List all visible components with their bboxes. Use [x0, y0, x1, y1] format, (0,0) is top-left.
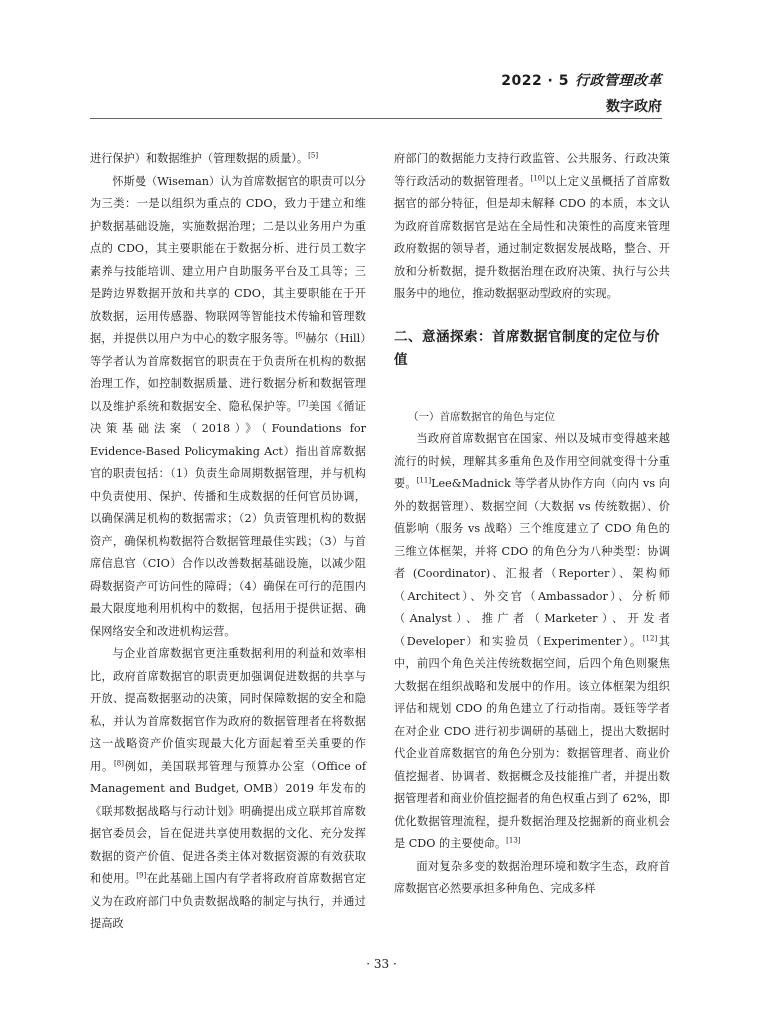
- text-run: 以上定义虽概括了首席数据官的部分特征，但是却未解释 CDO 的本质，本文认为政府首席数据官是站在全局性和决策性的高度来管理政府数据的领导者，通过制定数据发展战略，整合、开放和分析数据，提升数据治理在政府决策、执行与公共服务中的地位，推动数据驱动型政府的实现。: [394, 174, 670, 300]
- citation: [13]: [506, 836, 521, 845]
- text-run: 美国《循证决策基础法案（2018）》（Foundations for Evidence-Based Policymaking Act）指出首席数据官的职责包括：（1）负责生命周期数据管理，并与机构中负责使用、保护、传播和生成数据的任何官员协调，以确保满足机构的数据需求；（2）负责管理机构的数据资产，确保机构数据符合数据管理最佳实践；（3）与首席信息官（CIO）合作以改善数据基础设施，以减少阻碍数据资产可访问性的障碍；（4）确保在可行的范围内最大限度地利用机构中的数据，包括用于提供证据、确保网络安全和改进机构运营。: [90, 399, 366, 638]
- issue-number: 2022 · 5: [501, 73, 569, 89]
- text-run: 赫尔（Hill）等学者认为首席数据官的职责在于负责所在机构的数据治理工作，如控制数据质量、进行数据分析和数据管理以及维护系统和数据安全、隐私保护等。: [90, 332, 366, 413]
- text-run: 在此基础上国内有学者将政府首席数据官定义为在政府部门中负责数据战略的制定与执行，并通过提高政: [90, 872, 366, 930]
- running-header: [501, 70, 662, 116]
- paragraph: [90, 148, 366, 171]
- header-rule: [90, 118, 662, 119]
- citation: [8]: [114, 758, 124, 767]
- text-run: 与企业首席数据官更注重数据利用的利益和效率相比，政府首席数据官的职责更加强调促进数据的共享与开放、提高数据驱动的决策，同时保障数据的安全和隐私，并认为首席数据官作为政府的数据管理者在将数据这一战略资产价值实现最大化方面起着至关重要的作用。: [90, 647, 366, 773]
- citation: [11]: [416, 476, 432, 485]
- citation: [12]: [642, 633, 658, 642]
- text-run: 例如，美国联邦管理与预算办公室（Office of Management and Budget, OMB）2019 年发布的《联邦数据战略与行动计划》明确提出成立联邦首席数据官委员会，旨在促进共享使用数据的文化、充分发挥数据的资产价值、促进各类主体对数据资源的有效获取和使用。: [90, 759, 366, 885]
- section-title: 二、意涵探索：首席数据官制度的定位与价值: [394, 328, 660, 368]
- paragraph: [394, 428, 670, 856]
- text-run: 进行保护）和数据维护（管理数据的质量）。: [90, 152, 309, 165]
- paragraph: [394, 148, 670, 306]
- paragraph: [90, 643, 366, 936]
- section-name: 数字政府: [606, 99, 662, 115]
- citation: [9]: [136, 871, 147, 880]
- journal-name: 行政管理改革: [575, 73, 662, 89]
- citation: [5]: [308, 151, 319, 160]
- issue-and-journal: [501, 70, 662, 90]
- text-run: Lee&Madnick 等学者从协作方向（向内 vs 向外的数据管理）、数据空间（大数据 vs 传统数据）、价值影响（服务 vs 战略）三个维度建立了 CDO 角色的三维立体框架，并将 CDO 的角色分为八种类型：协调者 (Coordinator)、汇报者（Reporter）、架构师（Architect）、外交官（Ambassador）、分析师（Analyst）、推广者（Marketer）、开发者（Developer）和实验员（Experimenter）。: [394, 477, 670, 648]
- text-run: 当政府首席数据官在国家、州以及城市变得越来越流行的时候，理解其多重角色及作用空间就变得十分重要。: [394, 432, 670, 490]
- text-run: 怀斯曼（Wiseman）认为首席数据官的职责可以分为三类：一是以组织为重点的 CDO，致力于建立和维护数据基础设施，实施数据治理；二是以业务用户为重点的 CDO，其主要职能在于数据分析、进行员工数字素养与技能培训、建立用户自助服务平台及工具等；三是跨边界数据开放和共享的 CDO，其主要职能在于开放数据，运用传感器、物联网等智能技术传输和管理数据，并提供以用户为中心的数字服务等。: [90, 174, 366, 345]
- text-run: 面对复杂多变的数据治理环境和数字生态，政府首席数据官必然要承担多种角色、完成多样: [394, 859, 670, 895]
- citation: [7]: [298, 398, 309, 407]
- right-column: [394, 148, 670, 901]
- subsection-title: （一）首席数据官的角色与定位: [408, 410, 555, 423]
- paragraph: [90, 171, 366, 644]
- citation: [10]: [530, 173, 545, 182]
- text-run: 府部门的数据能力支持行政监管、公共服务、行政决策等行政活动的数据管理者。: [394, 152, 670, 188]
- text-run: 其中，前四个角色关注传统数据空间，后四个角色则聚焦大数据在组织战略和发展中的作用。该立体框架为组织评估和规划 CDO 的角色建立了行动指南。聂钰等学者在对企业 CDO 进行初步调研的基础上，提出大数据时代企业首席数据官的角色分别为：数据管理者、商业价值挖掘者、协调者、数据概念及技能推广者，并提出数据管理者和商业价值挖掘者的角色权重占到了 62%，即优化数据管理流程，提升数据治理及挖掘新的商业机会是 CDO 的主要使命。: [394, 634, 670, 850]
- left-column: [90, 148, 366, 936]
- paragraph: [394, 856, 670, 901]
- citation: [6]: [295, 331, 306, 340]
- page-number: · 33 ·: [366, 957, 397, 971]
